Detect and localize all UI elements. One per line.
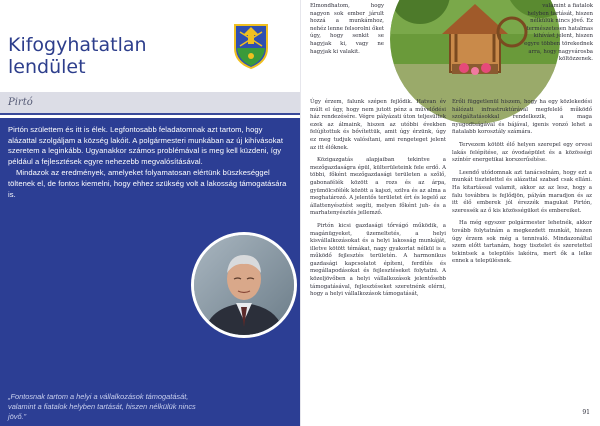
article-text-top-left: Elmondhatom, hogy nagyon sok ember járult hozzá a munkámhoz, nehéz lenne felsorolni őket úgy, hogy senkit se hagyjak ki, vagy ne hagyjak ki valakit.: [310, 3, 384, 55]
article-column-right: [452, 99, 592, 271]
article-paragraph: Úgy érzem, falunk szépen fejlődik. Hatvan év múlt el úgy, hogy nem jutott pénz a művelődési ház rendezésére. Végre pályázati úton teljesültek ezek az álmaink, hiszen az utóbbi években felújítottuk és bővítettük, amit úgy érzünk, úgy ez meg tudjuk valósítani, ami rengeteget jelent az itt élőknek.: [310, 99, 446, 151]
well-photo: [382, 14, 532, 94]
pull-quote: „Fontosnak tartom a helyi a vállalkozások támogatását, valamint a fiatalok helyben tartását, hiszen nélkülük nincs jövő.”: [8, 392, 196, 421]
intro-paragraph: Pirtón születtem és itt is élek. Legfontosabb feladatomnak azt tartom, hogy alázattal szolgáljam a község lakóit. A polgármesteri munkában az új kihívásokat szeretem a leginkább. Ugyanakkor számos problémával is meg kell küzdeni, így például a fejlesztések egyre nehezebb megvalósításával.: [8, 125, 283, 166]
article-paragraph: Leendő utódomnak azt tanácsolnám, hogy ezt a munkát tisztelettel és alázattal szabad csak elláni. Ha kitartással valamit, akkor az az lesz, hogy a falu továbbra is fejlődjön, pályán maradjon és az itt élő emberek jól érezzék magukat Pirtón, szeressék az ő kis közösségüket és embereiket.: [452, 169, 592, 214]
intro-paragraph: Mindazok az eredmények, amelyeket folyamatosan elértünk büszkeséggel töltenek el, de fontos kiemelni, hogy ehhez szükség volt a lakosság támogatására is.: [8, 168, 287, 199]
section-divider: [0, 113, 300, 115]
page-number: 91: [582, 409, 590, 416]
coat-of-arms-icon: [232, 22, 270, 70]
page-gutter: [300, 0, 301, 426]
portrait-photo: [194, 235, 294, 335]
article-text-top-right: valamint a fiatalok helyben tartását, hiszen nélkülük nincs jövő. Ez természetesen hatalmas kihívást jelent, hiszen egyre többen törekednek arra, hogy nagyvárosba költözzenek.: [524, 3, 593, 63]
article-paragraph: Tervezem kötött élő helyen szerepel egy orvosi lakás felépítése, az óvodaépület és a közösségi színtér energetikai korszerűsítése.: [452, 141, 592, 164]
article-paragraph: Pirtón kicsi gazdasági tőrvágó működik, a magánügyeket, üzemeltetés, a helyi kisvállalkozásokat és a helyi lakosság munkáját, illetve kötött témákat, nagy gyakorlat nélkül is a működő fejlesztés területén. A harmonikus gazdasági kapcsolatot építeni, ferdítés és megállapodásokat és fejlesztéseket folytatni. A közeljövőben a helyi vállalkozások jelentősebb támogatásával, fejlesztéseket szeretnénk elérni, hogy a helyi vállalkozások támogatását,: [310, 222, 446, 298]
intro-text: [8, 125, 290, 201]
article-paragraph: Ha még egyszer polgármester lehetnék, akkor tovább folytatnám a megkezdett munkát, hiszen úgy érzem sok még a tennivaló. Mindazonáltal szem előtt tartanám, hogy tisztelet és szeretettel tekintsek a település lakóira, mert ők a lelke ennek a településnek.: [452, 220, 592, 265]
section-band: [0, 92, 300, 114]
article-paragraph: Erőli függetlenül hiszem, hogy ha egy közlekedési hálózati infrastruktúrával megfelelő működő szolgáltatásokkal rendelkezik, a maga nyugodtságával és bájával, igenis vonzó lehet a fiatalabb korosztály számára.: [452, 99, 592, 136]
section-label: Pirtó: [8, 97, 33, 108]
page-title: Kifogyhatatlan lendület: [8, 34, 147, 78]
article-paragraph: Közigazgatás alapjaiban tekintve a mezőgazdaságra épül, külterületeink fele erdő. A többi, főként mezőgazdasági területen a szőlő, gabonafélék között a rozs és az árpa, gyümölcsfélék között a kajszi, szilva és az alma a meghatározó. A jelentős területet ért és legelő az állattenyésztést segíti, melyen főként juh- és a marhatenyésztés jellemző.: [310, 157, 446, 217]
article-column-left: [310, 99, 446, 304]
